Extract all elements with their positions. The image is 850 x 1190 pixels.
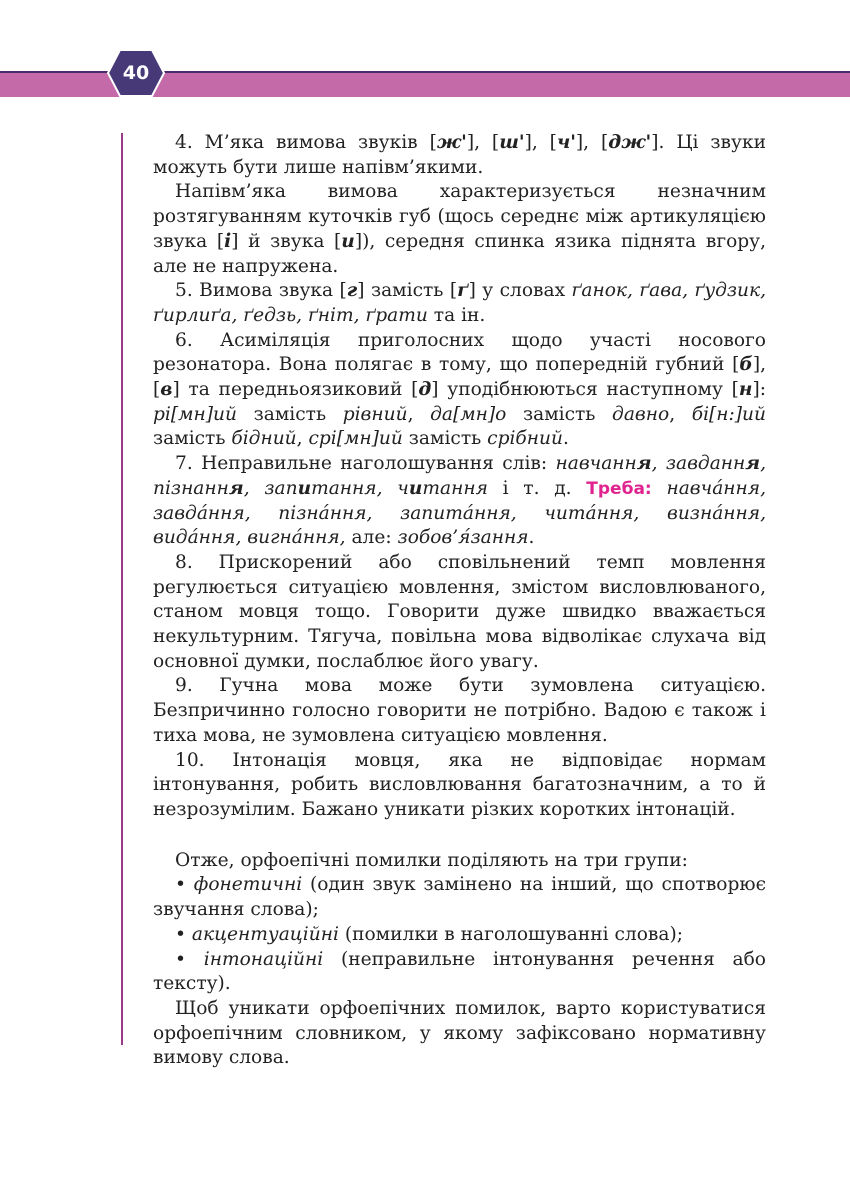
bullet-intonation: • інтонаційні (неправильне інтонування речення або тексту). (153, 948, 766, 995)
bullet-icon: • (175, 923, 186, 945)
item-6: 6. Асиміляція приголосних щодо участі носового резонатора. Вона полягає в тому, що попередній губний [б], [в] та передньоязиковий [д] уподібнюються наступному [н]: рі[мн]ий замість рівний, да[мн]о замість давно, бі[н:]ий замість бідний, срі[мн]ий замість срібний. (153, 329, 766, 450)
item-4: 4. М’яка вимова звуків [ж'], [ш'], [ч'], [дж']. Ці звуки можуть бути лише напівм’якими. (153, 132, 766, 178)
item-7: 7. Неправильне наголошування слів: навчання, завдання, пізнання, запитання, читання і т. д. Треба: навча́ння, завда́ння, пізна́ння, запита́ння, чита́ння, визна́ння, вида́ння, вигна́ння, але: зобов’я́зання. (153, 453, 767, 549)
treba-label: Треба: (586, 478, 652, 499)
bullet-accent: • акцентуаційні (помилки в наголошуванні слова); (175, 923, 683, 945)
page-number-badge (107, 48, 165, 98)
item-9: 9. Гучна мова може бути зумовлена ситуацією. Безпричинно голосно говорити не потрібно. Вадою є також і тиха мова, не зумовлена ситуацією мовлення. (153, 675, 766, 746)
final-text: Щоб уникати орфоепічних помилок, варто користуватися орфоепічним словником, у якому зафіксовано нормативну вимову слова. (153, 997, 766, 1069)
bullet-icon: • (175, 874, 186, 896)
margin-rule (121, 133, 123, 1045)
summary-text: Отже, орфоепічні помилки поділяють на три групи: (175, 849, 688, 871)
item-4-note: Напівм’яка вимова характеризується незначним розтягуванням куточків губ (щось середнє між артикуляцією звука [і] й звука [и]), середня спинка язика піднята вгору, але не напружена. (153, 181, 767, 277)
page-number: 40 (122, 62, 150, 84)
bullet-icon: • (175, 948, 186, 970)
bullet-phonetic: • фонетичні (один звук замінено на інший, що спотворює звучання слова); (153, 874, 766, 921)
item-5: 5. Вимова звука [г] замість [ґ] у словах ґанок, ґава, ґудзик, ґирлиґа, ґедзь, ґніт, ґрати та ін. (153, 280, 767, 326)
item-8: 8. Прискорений або сповільнений темп мовлення регулюється ситуацією мовлення, змістом висловлюваного, станом мовця тощо. Говорити дуже швидко вважається некультурним. Тягуча, повільна мова відволікає слухача від основної думки, послаблює його увагу. (153, 551, 766, 672)
page-body (153, 131, 766, 1071)
item-10: 10. Інтонація мовця, яка не відповідає нормам інтонування, робить висловлювання багатозначним, а то й незрозумілим. Бажано уникати різких коротких інтонацій. (153, 749, 766, 820)
